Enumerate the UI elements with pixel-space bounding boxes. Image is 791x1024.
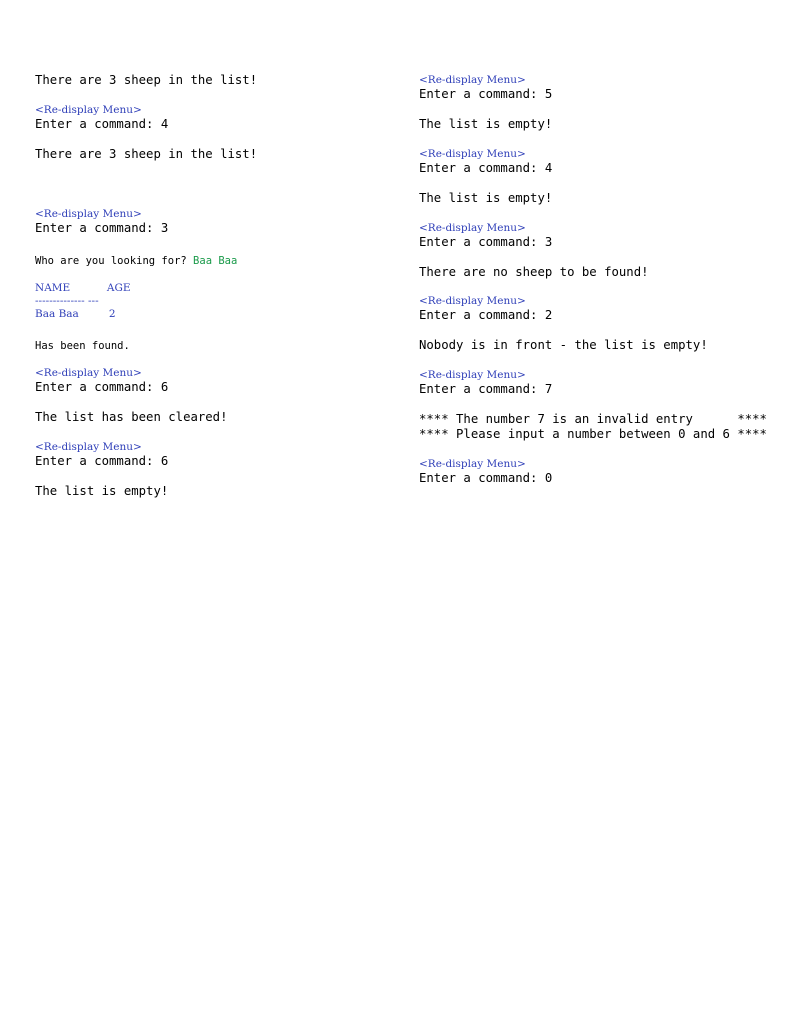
command-line: Enter a command: 3 (35, 221, 169, 235)
redisplay-menu-label: <Re-display Menu> (419, 458, 526, 470)
redisplay-menu-label: <Re-display Menu> (35, 441, 142, 453)
search-prompt-text: Who are you looking for? (35, 255, 187, 267)
command-line: Enter a command: 4 (35, 117, 169, 131)
redisplay-menu-label: <Re-display Menu> (35, 104, 142, 116)
nobody-message: Nobody is in front - the list is empty! (419, 338, 708, 352)
result-table-row: Baa Baa 2 (35, 308, 116, 320)
command-line: Enter a command: 0 (419, 471, 553, 485)
command-line: Enter a command: 4 (419, 161, 553, 175)
search-input-value: Baa Baa (193, 255, 238, 267)
sheep-count-line: There are 3 sheep in the list! (35, 147, 258, 161)
sheep-count-line: There are 3 sheep in the list! (35, 73, 258, 87)
redisplay-menu-label: <Re-display Menu> (35, 208, 142, 220)
command-line: Enter a command: 2 (419, 308, 553, 322)
invalid-entry-line: **** The number 7 is an invalid entry **** (419, 412, 767, 426)
command-line: Enter a command: 5 (419, 87, 553, 101)
redisplay-menu-label: <Re-display Menu> (419, 222, 526, 234)
found-message: Has been found. (35, 340, 130, 352)
result-table-divider: -------------- --- (35, 295, 99, 307)
no-sheep-message: There are no sheep to be found! (419, 265, 649, 279)
command-line: Enter a command: 3 (419, 235, 553, 249)
command-line: Enter a command: 6 (35, 380, 169, 394)
cleared-message: The list has been cleared! (35, 410, 228, 424)
result-table-header: NAME AGE (35, 282, 131, 294)
redisplay-menu-label: <Re-display Menu> (419, 74, 526, 86)
command-line: Enter a command: 7 (419, 382, 553, 396)
empty-message: The list is empty! (35, 484, 169, 498)
redisplay-menu-label: <Re-display Menu> (419, 369, 526, 381)
redisplay-menu-label: <Re-display Menu> (419, 295, 526, 307)
redisplay-menu-label: <Re-display Menu> (35, 367, 142, 379)
empty-message: The list is empty! (419, 191, 553, 205)
invalid-entry-line: **** Please input a number between 0 and 6 **** (419, 427, 767, 441)
redisplay-menu-label: <Re-display Menu> (419, 148, 526, 160)
command-line: Enter a command: 6 (35, 454, 169, 468)
empty-message: The list is empty! (419, 117, 553, 131)
search-prompt (35, 254, 237, 268)
